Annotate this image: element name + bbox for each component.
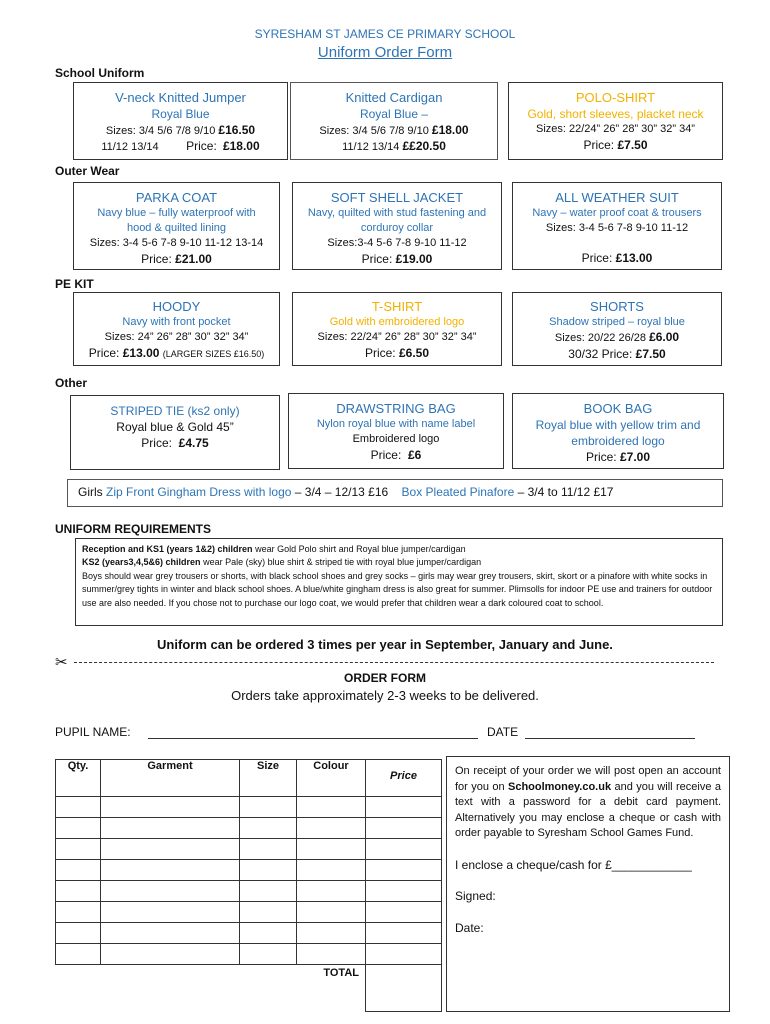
item-sizes: Sizes: 22/24” 26” 28” 30” 32” 34”: [317, 331, 477, 343]
item-price-label: Price:: [581, 251, 613, 265]
item-weather-suit: [512, 182, 722, 270]
item-drawstring-bag: [288, 393, 504, 469]
item-price-label: Price:: [364, 346, 396, 360]
item-title: ALL WEATHER SUIT: [555, 190, 679, 205]
requirements-box: [75, 538, 723, 626]
date-line-label: Date:: [455, 920, 484, 935]
item-softshell: [292, 182, 502, 270]
item-title: BOOK BAG: [583, 401, 653, 416]
total-label: TOTAL: [323, 967, 359, 979]
item-price: £18.00: [431, 123, 469, 137]
item-sizes: 11/12 13/14: [101, 141, 159, 153]
col-garment: Garment: [101, 760, 240, 797]
req-ks1-text: wear Gold Polo shirt and Royal blue jumper/cardigan: [252, 544, 466, 554]
pupil-name-field[interactable]: [148, 738, 478, 739]
item-book-bag: [512, 393, 724, 469]
item-sizes: Sizes: 3-4 5-6 7-8 9-10 11-12 13-14: [89, 237, 264, 249]
scissors-icon: ✂: [55, 654, 68, 671]
order-form-subtitle: Orders take approximately 2-3 weeks to be delivered.: [231, 688, 539, 703]
table-row[interactable]: [56, 797, 442, 818]
item-price-label: Price:: [141, 436, 172, 450]
item-title: SHORTS: [590, 299, 644, 314]
item-price-label: Price:: [583, 138, 615, 152]
item-parka: [73, 182, 280, 270]
item-price-label: Price:: [585, 450, 617, 464]
order-table: [55, 759, 442, 1012]
item-desc: Royal blue with yellow trim and embroidered logo: [535, 418, 701, 448]
order-times: Uniform can be ordered 3 times per year in September, January and June.: [157, 637, 613, 652]
item-desc: Embroidered logo: [352, 433, 440, 445]
section-outer-wear: Outer Wear: [55, 164, 120, 178]
item-price: £4.75: [178, 436, 209, 450]
pinafore: Box Pleated Pinafore: [401, 485, 515, 499]
item-desc: corduroy collar: [360, 222, 434, 234]
item-title: T-SHIRT: [371, 299, 423, 314]
info-text-b: and you will receive a text with a password for a debit card payment. Alternatively you may enclose a cheque or cash with order payable to Syresham School Games Fund.: [455, 780, 721, 839]
item-price: £6.50: [399, 346, 430, 360]
item-colour: Royal Blue: [151, 107, 210, 121]
section-school-uniform: School Uniform: [55, 66, 145, 80]
item-sizes: 11/12 13/14: [342, 141, 400, 153]
table-row[interactable]: [56, 923, 442, 944]
item-polo: [508, 82, 723, 160]
requirements-heading: UNIFORM REQUIREMENTS: [55, 522, 211, 536]
gingham-dress: Zip Front Gingham Dress with logo: [106, 485, 292, 499]
req-body: Boys should wear grey trousers or shorts, with black school shoes and grey socks – girls may wear grey trousers, skirt, skort or a pinafore with white socks in summer/grey tights in winter and black school shoes. A blue/white gingham dress is also great for summer. Plimsolls for indoor PE use and trainers for outdoor use are also needed. If you chose not to purchase our logo coat, we would prefer that children wear a dark coloured coat to school.: [82, 570, 713, 608]
item-desc: hood & quilted lining: [126, 222, 227, 234]
item-colour: Royal Blue –: [359, 107, 429, 121]
item-price: £6.00: [649, 330, 680, 344]
item-sizes: Sizes: 3/4 5/6 7/8 9/10: [105, 125, 216, 137]
item-price: £16.50: [218, 123, 256, 137]
section-pe-kit: PE KIT: [55, 277, 94, 291]
item-title: V-neck Knitted Jumper: [115, 90, 246, 105]
item-price-label: Price:: [186, 139, 217, 153]
table-row[interactable]: [56, 881, 442, 902]
item-price: £13.00: [122, 346, 160, 360]
item-sizes: Sizes: 22/24” 26” 28” 30” 32” 34”: [536, 123, 695, 135]
item-price: £18.00: [222, 139, 260, 153]
item-sizes: Sizes: 3-4 5-6 7-8 9-10 11-12: [545, 222, 689, 234]
date-field[interactable]: [525, 738, 695, 739]
page-title: Uniform Order Form: [317, 44, 453, 61]
signed-label: Signed:: [455, 889, 496, 903]
table-row[interactable]: [56, 839, 442, 860]
item-title: Knitted Cardigan: [345, 90, 443, 105]
gingham-dress-price: – 3/4 – 12/13 £16: [294, 485, 389, 499]
table-row[interactable]: [56, 860, 442, 881]
total-field[interactable]: [366, 965, 442, 1012]
table-row[interactable]: [56, 818, 442, 839]
item-title: SOFT SHELL JACKET: [330, 190, 464, 205]
col-colour: Colour: [297, 760, 366, 797]
item-sizes: Sizes: 24” 26” 28” 30” 32” 34”: [104, 331, 249, 343]
item-price-label: Price:: [141, 252, 172, 266]
item-price: £19.00: [395, 252, 433, 266]
item-desc: Navy blue – fully waterproof with: [97, 207, 256, 219]
pupil-name-label: PUPIL NAME:: [55, 725, 131, 739]
item-price-label: Price:: [88, 346, 120, 360]
item-title: DRAWSTRING BAG: [336, 401, 456, 416]
col-price: Price: [366, 760, 442, 797]
girls-prefix: Girls: [78, 485, 103, 499]
pinafore-price: – 3/4 to 11/12 £17: [517, 485, 614, 499]
item-desc: Navy – water proof coat & trousers: [532, 207, 702, 219]
item-price: £7.50: [617, 138, 648, 152]
req-ks2-text: wear Pale (sky) blue shirt & striped tie with royal blue jumper/cardigan: [200, 557, 482, 568]
table-row[interactable]: [56, 902, 442, 923]
item-desc: Gold with embroidered logo: [329, 316, 465, 328]
table-row[interactable]: [56, 944, 442, 965]
col-size: Size: [240, 760, 297, 797]
order-form-title: ORDER FORM: [344, 671, 426, 685]
info-text-a: On receipt of your order we will post open an account for you on: [455, 765, 721, 793]
item-tshirt: [292, 292, 502, 366]
req-ks1-label: Reception and KS1 (years 1&2) children: [82, 544, 253, 554]
cut-line: [74, 662, 714, 663]
item-note: (LARGER SIZES £16.50): [162, 349, 265, 359]
info-box: [446, 756, 730, 1012]
item-jumper: [73, 82, 288, 160]
item-price: £21.00: [175, 252, 212, 266]
item-cardigan: [290, 82, 498, 160]
req-ks2-label: KS2 (years3,4,5&6) children: [82, 557, 201, 568]
item-sizes: Sizes: 3/4 5/6 7/8 9/10: [319, 125, 429, 137]
item-title: HOODY: [152, 299, 201, 314]
item-price: £13.00: [615, 251, 653, 265]
item-price-label: Price:: [361, 252, 393, 266]
date-label: DATE: [487, 725, 519, 739]
item-hoody: [73, 292, 280, 366]
item-price-label: Price:: [370, 448, 402, 462]
item-shorts: [512, 292, 722, 366]
item-colour: Gold, short sleeves, placket neck: [527, 107, 704, 121]
item-desc: Nylon royal blue with name label: [316, 418, 476, 430]
item-sizes: Sizes: 20/22 26/28: [554, 332, 647, 344]
item-tie: [70, 395, 280, 470]
item-desc: Shadow striped – royal blue: [549, 316, 685, 328]
item-price: £6: [408, 448, 422, 462]
item-desc: Navy, quilted with stud fastening and: [307, 207, 487, 219]
item-sizes: Sizes:3-4 5-6 7-8 9-10 11-12: [327, 237, 467, 249]
item-price: ££20.50: [402, 139, 446, 153]
col-qty: Qty.: [56, 760, 101, 797]
item-title: POLO-SHIRT: [575, 90, 656, 105]
item-price: £7.00: [620, 450, 651, 464]
section-other: Other: [55, 376, 88, 390]
enclose-line: I enclose a cheque/cash for £____________: [455, 857, 692, 872]
item-desc: Navy with front pocket: [122, 316, 231, 328]
item-title: PARKA COAT: [135, 190, 218, 205]
school-name: SYRESHAM ST JAMES CE PRIMARY SCHOOL: [254, 27, 516, 41]
item-desc: Royal blue & Gold 45”: [116, 420, 234, 434]
item-title: STRIPED TIE (ks2 only): [110, 404, 240, 418]
item-price: £7.50: [635, 347, 666, 361]
girls-dress-line: [67, 479, 723, 507]
item-sizes: 30/32 Price:: [568, 347, 633, 361]
schoolmoney-link[interactable]: Schoolmoney.co.uk: [507, 780, 612, 793]
